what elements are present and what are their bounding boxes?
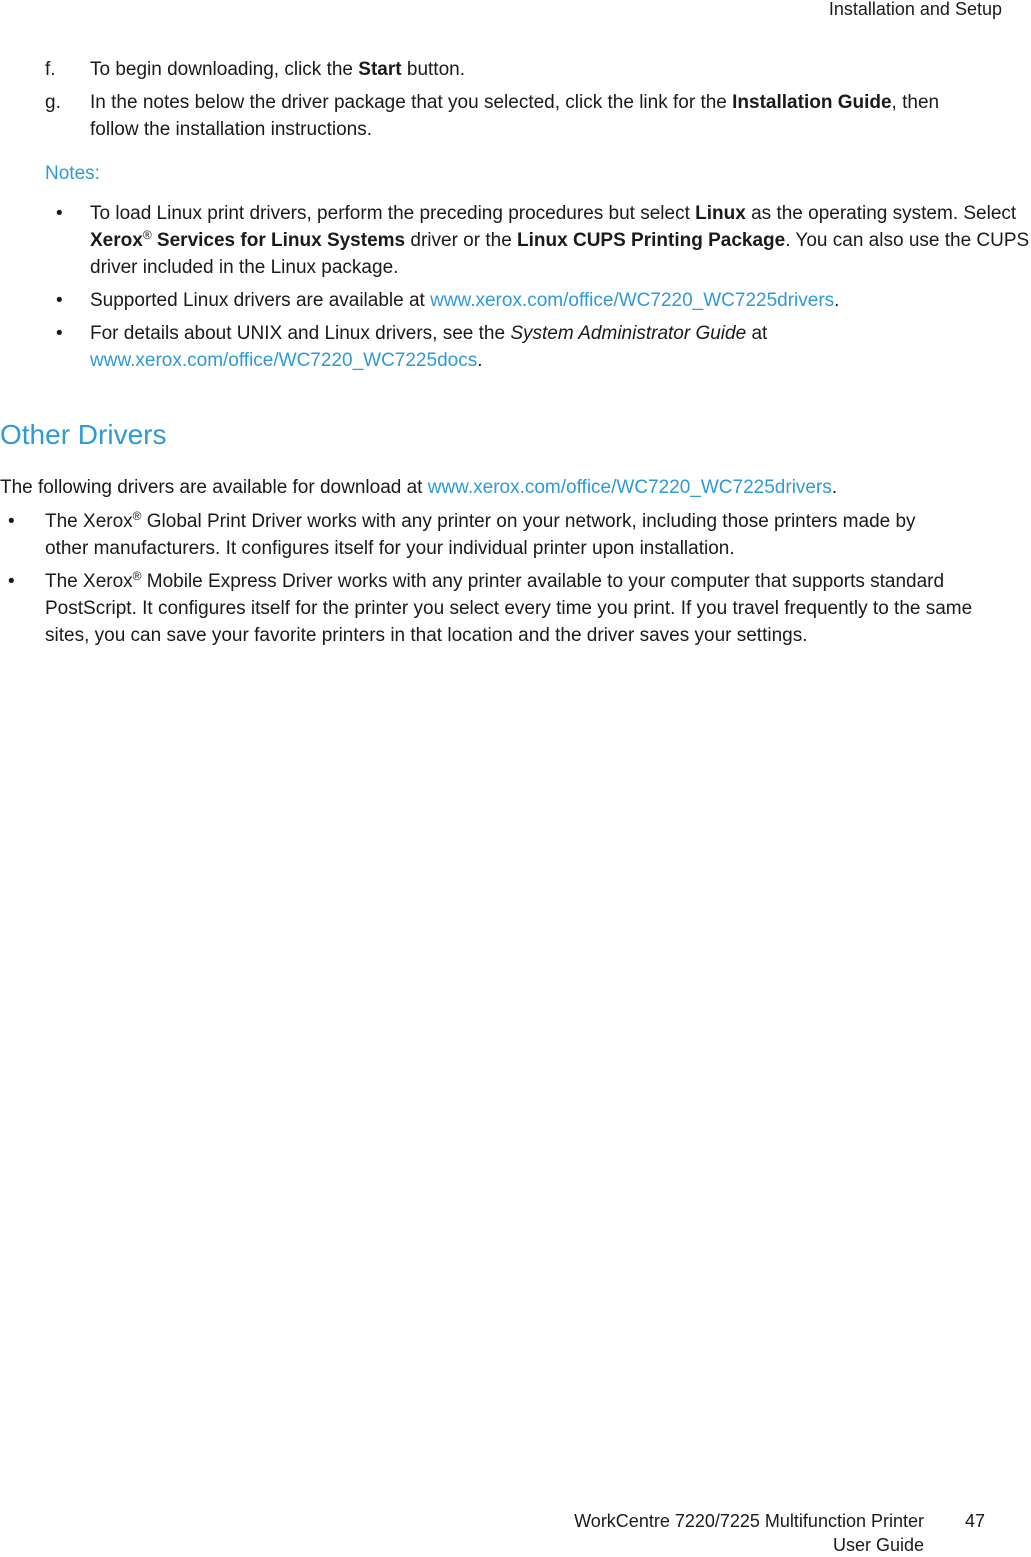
installation-guide-label: Installation Guide bbox=[732, 92, 892, 113]
other-drivers-link[interactable]: www.xerox.com/office/WC7220_WC7225drivers bbox=[427, 477, 832, 498]
drivers-link[interactable]: www.xerox.com/office/WC7220_WC7225drivers bbox=[430, 290, 835, 311]
bullet: • bbox=[56, 203, 63, 224]
notes-label: Notes: bbox=[45, 163, 100, 184]
section-title-other-drivers: Other Drivers bbox=[0, 419, 167, 450]
note-unix-linux: • For details about UNIX and Linux drivers, see the System Administrator Guide at www.xerox.com/office/WC7220_WC7225docs. bbox=[45, 320, 1031, 374]
step-g bbox=[45, 89, 955, 143]
driver-mobile-express: • The Xerox® Mobile Express Driver works with any printer available to your computer that supports standard PostScript. It configures itself for the printer you select every time you print. If you travel frequently to the same sites, you can save your favorite printers in that location and the driver saves your settings. bbox=[8, 569, 973, 646]
bullet: • bbox=[56, 323, 63, 344]
step-text: In the notes below the driver package that you selected, click the link for the Installation Guide, then follow the installation instructions. bbox=[90, 92, 940, 140]
notes-list bbox=[45, 200, 1031, 380]
step-text: To begin downloading, click the Start button. bbox=[90, 59, 465, 80]
step-marker: f. bbox=[45, 59, 56, 80]
running-header: Installation and Setup bbox=[828, 0, 1002, 19]
footer-guide: User Guide bbox=[832, 1535, 924, 1555]
step-f bbox=[45, 56, 975, 83]
driver-global-print: • The Xerox® Global Print Driver works with any printer on your network, including those printers made by other manufacturers. It configures itself for your individual printer upon installation. bbox=[8, 509, 916, 559]
bullet: • bbox=[8, 511, 15, 532]
page-number: 47 bbox=[965, 1511, 986, 1531]
bullet: • bbox=[56, 290, 63, 311]
note-supported-drivers: • Supported Linux drivers are available at www.xerox.com/office/WC7220_WC7225drivers. bbox=[45, 287, 1031, 314]
bullet: • bbox=[8, 571, 15, 592]
footer-product: WorkCentre 7220/7225 Multifunction Printer bbox=[574, 1511, 924, 1531]
start-button-label: Start bbox=[358, 59, 402, 80]
driver-list bbox=[0, 508, 1000, 655]
step-marker: g. bbox=[45, 92, 61, 113]
note-linux-drivers: • To load Linux print drivers, perform the preceding procedures but select Linux as the operating system. Select Xerox® Services for Linux Systems driver or the Linux CUPS Printing Package. You can also use the CUPS driver included in the Linux package. bbox=[45, 200, 1031, 281]
docs-link[interactable]: www.xerox.com/office/WC7220_WC7225docs bbox=[90, 350, 478, 371]
other-drivers-intro: The following drivers are available for download at www.xerox.com/office/WC7220_WC7225drivers. bbox=[0, 477, 838, 498]
